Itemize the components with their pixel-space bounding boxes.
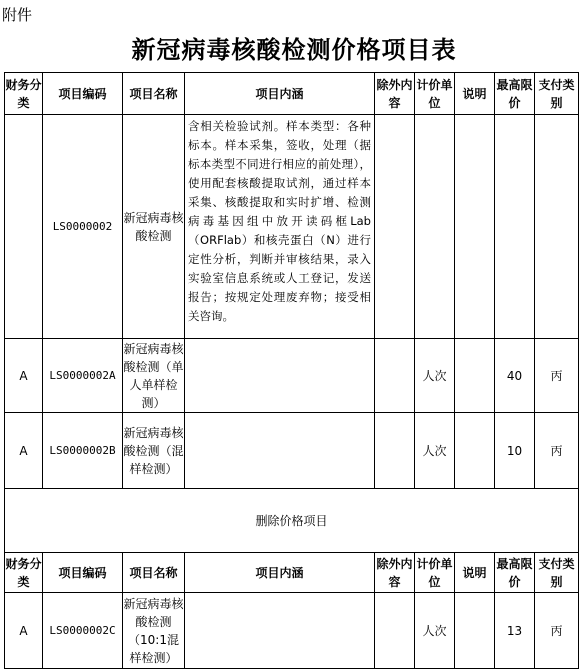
cell-max-price: 13 xyxy=(495,593,535,669)
cell-name: 新冠病毒核酸检测 xyxy=(123,115,185,339)
cell-code: LS0000002C xyxy=(43,593,123,669)
table-row xyxy=(5,413,579,489)
cell-code: LS0000002A xyxy=(43,339,123,413)
cell-content xyxy=(185,413,375,489)
header-unit: 计价单位 xyxy=(415,73,455,115)
cell-max-price: 40 xyxy=(495,339,535,413)
header-code: 项目编码 xyxy=(43,553,123,593)
deleted-table-row xyxy=(5,593,579,669)
header-max-price: 最高限价 xyxy=(495,553,535,593)
header-category: 财务分类 xyxy=(5,73,43,115)
cell-unit: 人次 xyxy=(415,593,455,669)
cell-category: A xyxy=(5,413,43,489)
header-unit: 计价单位 xyxy=(415,553,455,593)
header-excluded: 除外内容 xyxy=(375,73,415,115)
cell-max-price: 10 xyxy=(495,413,535,489)
table-row xyxy=(5,115,579,339)
header-max-price: 最高限价 xyxy=(495,73,535,115)
cell-content xyxy=(185,339,375,413)
header-note: 说明 xyxy=(455,553,495,593)
cell-unit xyxy=(415,115,455,339)
cell-name: 新冠病毒核酸检测（单人单样检测） xyxy=(123,339,185,413)
cell-content xyxy=(185,593,375,669)
cell-code: LS0000002 xyxy=(43,115,123,339)
cell-unit: 人次 xyxy=(415,339,455,413)
cell-category: A xyxy=(5,339,43,413)
header-payment: 支付类别 xyxy=(535,553,579,593)
cell-note xyxy=(455,115,495,339)
cell-excluded xyxy=(375,115,415,339)
cell-category: A xyxy=(5,593,43,669)
cell-excluded xyxy=(375,339,415,413)
cell-max-price xyxy=(495,115,535,339)
header-name: 项目名称 xyxy=(123,73,185,115)
cell-payment: 丙 xyxy=(535,593,579,669)
cell-payment: 丙 xyxy=(535,339,579,413)
header-excluded: 除外内容 xyxy=(375,553,415,593)
header-category: 财务分类 xyxy=(5,553,43,593)
deleted-banner: 删除价格项目 xyxy=(5,489,579,553)
cell-content: 含相关检验试剂。样本类型：各种标本。样本采集，签收，处理（据标本类型不同进行相应的前处理），使用配套核酸提取试剂，通过样本采集、核酸提取和实时扩增、检测病毒基因组中放开读码框Lab（ORFlab）和核壳蛋白（N）进行定性分析，判断并审核结果，录入实验室信息系统或人工登记，发送报告；按规定处理废弃物；接受相关咨询。 xyxy=(185,115,375,339)
table-row xyxy=(5,339,579,413)
cell-code: LS0000002B xyxy=(43,413,123,489)
attachment-label: 附件 xyxy=(2,6,33,24)
cell-payment xyxy=(535,115,579,339)
deleted-banner-row xyxy=(5,489,579,553)
header-row xyxy=(5,73,579,115)
header-content: 项目内涵 xyxy=(185,553,375,593)
cell-category xyxy=(5,115,43,339)
cell-payment: 丙 xyxy=(535,413,579,489)
header-code: 项目编码 xyxy=(43,73,123,115)
cell-unit: 人次 xyxy=(415,413,455,489)
header-name: 项目名称 xyxy=(123,553,185,593)
header-row-2 xyxy=(5,553,579,593)
cell-name: 新冠病毒核酸检测（10:1混样检测） xyxy=(123,593,185,669)
cell-name: 新冠病毒核酸检测（混样检测） xyxy=(123,413,185,489)
cell-excluded xyxy=(375,593,415,669)
cell-note xyxy=(455,593,495,669)
header-note: 说明 xyxy=(455,73,495,115)
header-content: 项目内涵 xyxy=(185,73,375,115)
price-table xyxy=(4,72,579,669)
cell-note xyxy=(455,413,495,489)
header-payment: 支付类别 xyxy=(535,73,579,115)
cell-note xyxy=(455,339,495,413)
cell-excluded xyxy=(375,413,415,489)
page-title: 新冠病毒核酸检测价格项目表 xyxy=(131,35,457,64)
